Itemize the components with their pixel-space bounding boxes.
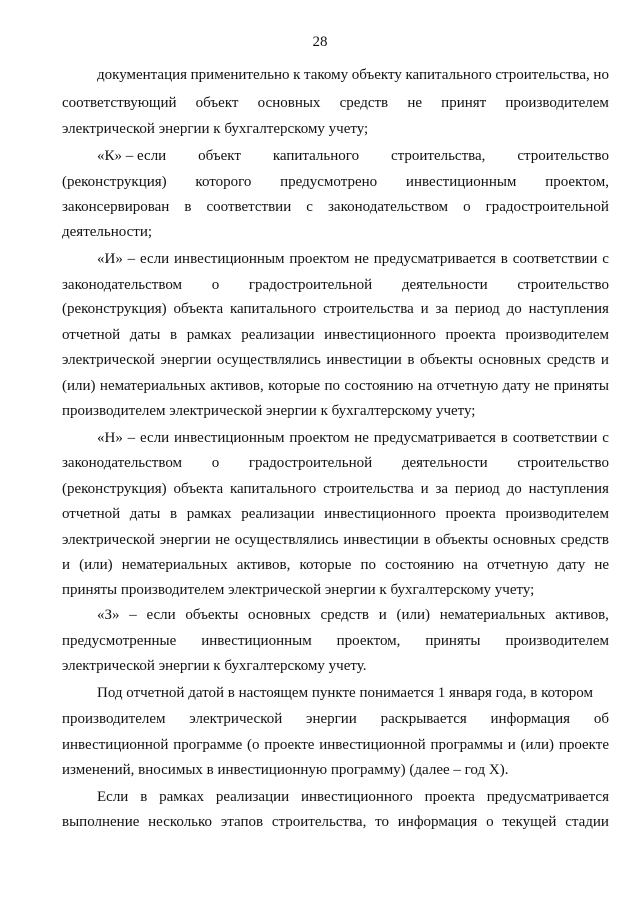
text-line (62, 276, 609, 294)
word: по (360, 557, 377, 573)
word: инвестиционным (174, 430, 285, 446)
word: средств (560, 532, 609, 548)
word: рамках (186, 327, 232, 343)
word: состоянию (344, 378, 414, 394)
word: если (140, 430, 170, 446)
word: принят (441, 95, 487, 111)
word: в (184, 199, 192, 215)
word: до (506, 481, 522, 497)
word: электрической (189, 711, 283, 727)
word: но (593, 67, 609, 83)
text-line (62, 377, 609, 395)
word: за (435, 481, 449, 497)
word: информация (490, 711, 571, 727)
word: предусмотрено (280, 174, 378, 190)
word: несколько (148, 814, 213, 830)
text-line (62, 94, 609, 112)
word: о (211, 277, 220, 293)
word: с (602, 251, 609, 267)
text-line: производителем электрической энергии к бухгалтерскому учету; (62, 403, 476, 419)
word: если (140, 251, 170, 267)
word: строительства, (495, 67, 590, 83)
word: стадии (565, 814, 609, 830)
word: деятельности (401, 455, 488, 471)
text-line (62, 505, 609, 523)
word: документация (97, 67, 188, 83)
word: в (500, 430, 508, 446)
word: не (407, 95, 422, 111)
word: активов, (236, 557, 291, 573)
word: предусматривается (486, 789, 609, 805)
word: инвестиции (343, 532, 419, 548)
word: отчетную (436, 378, 499, 394)
text-line: Под отчетной датой в настоящем пункте понимается 1 января года, в котором (97, 685, 594, 701)
word: за (435, 301, 449, 317)
word: программы (430, 737, 503, 753)
word: которые (299, 557, 352, 573)
word: приняты (553, 378, 609, 394)
word: проекте (558, 737, 609, 753)
word: строительство (517, 148, 609, 164)
word: основных (492, 532, 556, 548)
word: соответствии (206, 199, 292, 215)
word: – (129, 607, 137, 623)
word: не (215, 532, 230, 548)
word: если (146, 607, 176, 623)
text-line (97, 788, 609, 806)
word: энергии (160, 352, 212, 368)
text-line (62, 454, 609, 472)
word: на (463, 557, 478, 573)
word: инвестиционным (405, 174, 517, 190)
word: информация (397, 814, 478, 830)
word: и (507, 737, 516, 753)
text-line (97, 147, 609, 165)
word: отчетной (62, 327, 121, 343)
word: законодательством (327, 199, 449, 215)
word: в (169, 506, 178, 522)
word: в (423, 532, 431, 548)
word: капитального (405, 67, 492, 83)
word: наступления (528, 481, 609, 497)
text-line (62, 198, 609, 216)
word: «З» (97, 607, 120, 623)
word: инвестиционным (201, 633, 312, 649)
word: выполнение (62, 814, 140, 830)
word: проектом (289, 430, 350, 446)
text-line (97, 606, 609, 624)
word: соответствии (512, 430, 598, 446)
word: в (500, 251, 508, 267)
word: даты (129, 327, 161, 343)
word: инвестиционного (324, 506, 436, 522)
word: градостроительной (248, 455, 373, 471)
word: объекта (173, 481, 224, 497)
word: строительства, (390, 148, 486, 164)
word: и (420, 481, 429, 497)
word: производителем (505, 506, 609, 522)
word: предусматривается (373, 430, 496, 446)
word: строительства (323, 481, 414, 497)
word: (о (247, 737, 260, 753)
word: об (593, 711, 609, 727)
word: до (506, 301, 522, 317)
word: объект (198, 148, 241, 164)
text-line (97, 250, 609, 268)
word: с (602, 430, 609, 446)
word: в (407, 352, 415, 368)
word: законсервирован (62, 199, 170, 215)
word: соответствии (512, 251, 598, 267)
word: осуществлялись (234, 532, 339, 548)
word: нематериальных (121, 557, 228, 573)
word: капитального (229, 301, 317, 317)
word: объекту (351, 67, 402, 83)
word: состоянию (385, 557, 455, 573)
word: градостроительной (485, 199, 609, 215)
word: энергии (159, 532, 211, 548)
word: текущей (502, 814, 557, 830)
word: период (454, 481, 500, 497)
word: к (293, 67, 301, 83)
word: активов, (210, 378, 264, 394)
word: «И» (97, 251, 123, 267)
word: законодательством (62, 455, 183, 471)
word: применительно (190, 67, 290, 83)
word: проектом, (336, 633, 401, 649)
word: о (463, 199, 471, 215)
word: (или) (396, 607, 431, 623)
word: и (600, 352, 609, 368)
text-line: изменений, вносимых в инвестиционную программу) (далее – год X). (62, 762, 509, 778)
text-line: электрической энергии к бухгалтерскому учету; (62, 121, 369, 137)
word: даты (129, 506, 161, 522)
text-line (62, 632, 609, 650)
word: объекты (420, 352, 473, 368)
word: дату (502, 378, 531, 394)
word: (или) (79, 557, 113, 573)
word: основных (248, 607, 311, 623)
word: которого (195, 174, 252, 190)
word: в (169, 327, 178, 343)
word: строительство (517, 277, 609, 293)
word: инвестиционной (62, 737, 169, 753)
word: с (306, 199, 313, 215)
word: не (534, 378, 550, 394)
word: «К» – если (97, 148, 167, 164)
word: по (324, 378, 341, 394)
word: реализации (215, 789, 290, 805)
word: и (378, 607, 387, 623)
word: проектом (289, 251, 350, 267)
text-line (62, 813, 609, 831)
word: законодательством (62, 277, 183, 293)
word: активов, (555, 607, 609, 623)
word: основных (257, 95, 321, 111)
word: этапов (220, 814, 264, 830)
word: градостроительной (248, 277, 373, 293)
word: основных (478, 352, 542, 368)
word: деятельности (401, 277, 488, 293)
word: такому (304, 67, 349, 83)
word: Если (97, 789, 129, 805)
word: и (62, 557, 71, 573)
word: строительства, (271, 814, 367, 830)
word: рамках (159, 789, 204, 805)
word: строительство (517, 455, 609, 471)
word: средств (320, 607, 370, 623)
text-line (62, 326, 609, 344)
word: предусмотренные (62, 633, 177, 649)
text-line (62, 173, 609, 191)
text-line (97, 429, 609, 447)
word: реализации (241, 327, 315, 343)
word: (реконструкция) (62, 301, 167, 317)
word: электрической (62, 352, 155, 368)
word: проекта (424, 789, 475, 805)
text-line (97, 66, 609, 84)
text-line: приняты производителем электрической энергии к бухгалтерскому учету; (62, 582, 535, 598)
word: объекты (185, 607, 239, 623)
word: предусматривается (373, 251, 496, 267)
text-line (62, 710, 609, 728)
text-line (62, 736, 609, 754)
word: «Н» (97, 430, 123, 446)
text-line (62, 556, 609, 574)
word: производителем (505, 95, 609, 111)
word: инвестиции (326, 352, 402, 368)
text-line (62, 300, 609, 318)
word: капитального (272, 148, 360, 164)
word: (или) (62, 378, 96, 394)
word: наступления (528, 301, 609, 317)
word: (реконструкция) (62, 481, 167, 497)
word: реализации (241, 506, 315, 522)
word: период (454, 301, 500, 317)
word: не (594, 557, 609, 573)
word: инвестиционным (174, 251, 285, 267)
word: инвестиционной (319, 737, 426, 753)
word: объекта (173, 301, 224, 317)
word: (или) (520, 737, 555, 753)
text-line (62, 351, 609, 369)
word: программе (173, 737, 243, 753)
word: производителем (505, 633, 609, 649)
word: осуществлялись (216, 352, 321, 368)
word: рамках (186, 506, 232, 522)
word: – (127, 251, 136, 267)
word: не (354, 251, 369, 267)
word: раскрывается (380, 711, 467, 727)
page-number: 28 (312, 34, 328, 50)
word: капитального (229, 481, 317, 497)
word: нематериальных (99, 378, 206, 394)
text-line: деятельности; (62, 224, 153, 240)
word: на (417, 378, 433, 394)
word: отчетную (486, 557, 549, 573)
text-line (62, 531, 609, 549)
word: и (420, 301, 429, 317)
word: проекте (264, 737, 315, 753)
word: объект (195, 95, 239, 111)
word: – (127, 430, 136, 446)
word: объекты (435, 532, 489, 548)
word: инвестиционного (324, 327, 436, 343)
word: (реконструкция) (62, 174, 167, 190)
word: средств (546, 352, 596, 368)
word: производителем (505, 327, 609, 343)
word: электрической (62, 532, 155, 548)
text-line: электрической энергии к бухгалтерскому учету. (62, 658, 367, 674)
word: строительства (323, 301, 414, 317)
word: то (375, 814, 389, 830)
word: нематериальных (439, 607, 546, 623)
word: отчетной (62, 506, 121, 522)
word: о (211, 455, 220, 471)
word: не (354, 430, 369, 446)
word: проекта (445, 327, 496, 343)
word: в (140, 789, 148, 805)
word: соответствующий (62, 95, 177, 111)
word: энергии (306, 711, 357, 727)
word: дату (557, 557, 586, 573)
word: которые (268, 378, 321, 394)
word: средств (339, 95, 389, 111)
word: о (486, 814, 494, 830)
text-line (62, 480, 609, 498)
word: производителем (62, 711, 166, 727)
word: инвестиционного (301, 789, 413, 805)
word: проектом, (545, 174, 609, 190)
word: проекта (445, 506, 496, 522)
word: приняты (425, 633, 481, 649)
